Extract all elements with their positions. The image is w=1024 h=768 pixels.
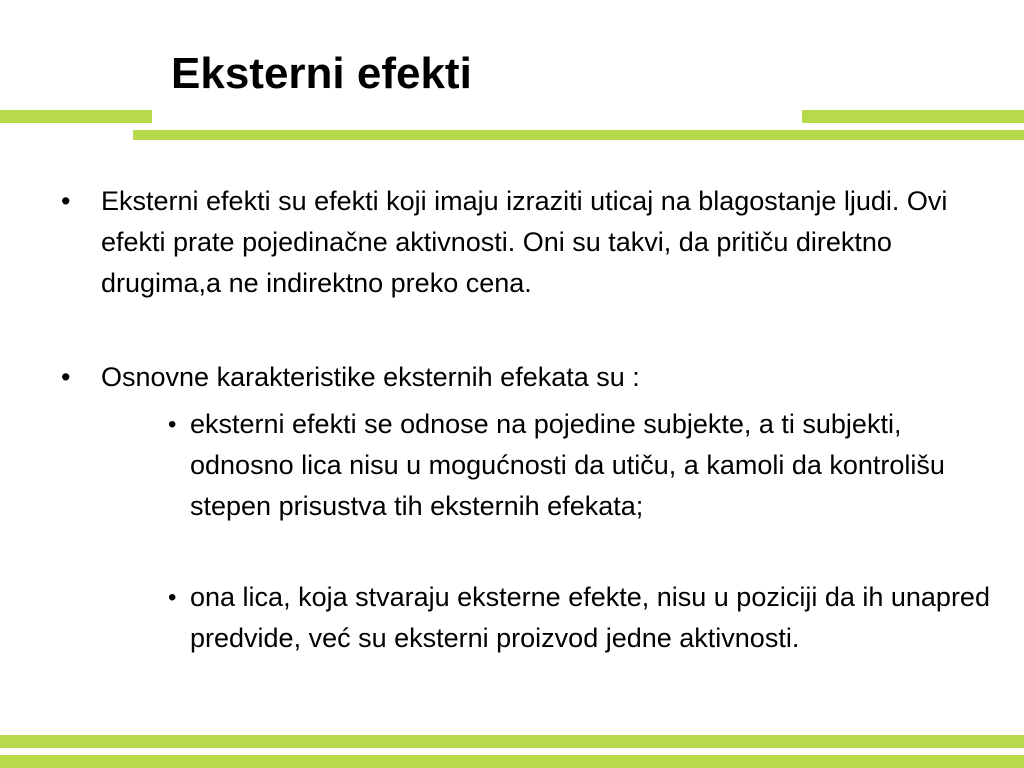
title-bar-left-upper [0,110,152,123]
bullet-marker: • [61,186,71,216]
footer-bar-lower [0,755,1024,768]
sub-bullet-marker: • [168,584,177,611]
sub-bullet-marker: • [168,411,177,438]
bullet-item [61,357,981,398]
title-bar-lower [133,130,1024,140]
sub-bullet-item [168,404,990,527]
bullet-text: Eksterni efekti su efekti koji imaju izraziti uticaj na blagostanje ljudi. Ovi efekti prate pojedinačne aktivnosti. Oni su takvi, da pritiču direktno drugima,a ne indirektno preko cena. [101,186,948,298]
bullet-item [61,181,981,304]
sub-bullet-text: ona lica, koja stvaraju eksterne efekte, nisu u poziciji da ih unapred predvide, već su eksterni proizvod jedne aktivnosti. [190,582,990,653]
footer-bar-upper [0,735,1024,748]
sub-bullet-text: eksterni efekti se odnose na pojedine subjekte, a ti subjekti, odnosno lica nisu u mogućnosti da utiču, a kamoli da kontrolišu stepen prisustva tih eksternih efekata; [190,409,945,521]
bullet-marker: • [61,362,71,392]
title-bar-right-upper [802,110,1024,123]
bullet-text: Osnovne karakteristike eksternih efekata su : [101,362,640,392]
slide-title: Eksterni efekti [171,49,472,98]
sub-bullet-item [168,577,990,659]
